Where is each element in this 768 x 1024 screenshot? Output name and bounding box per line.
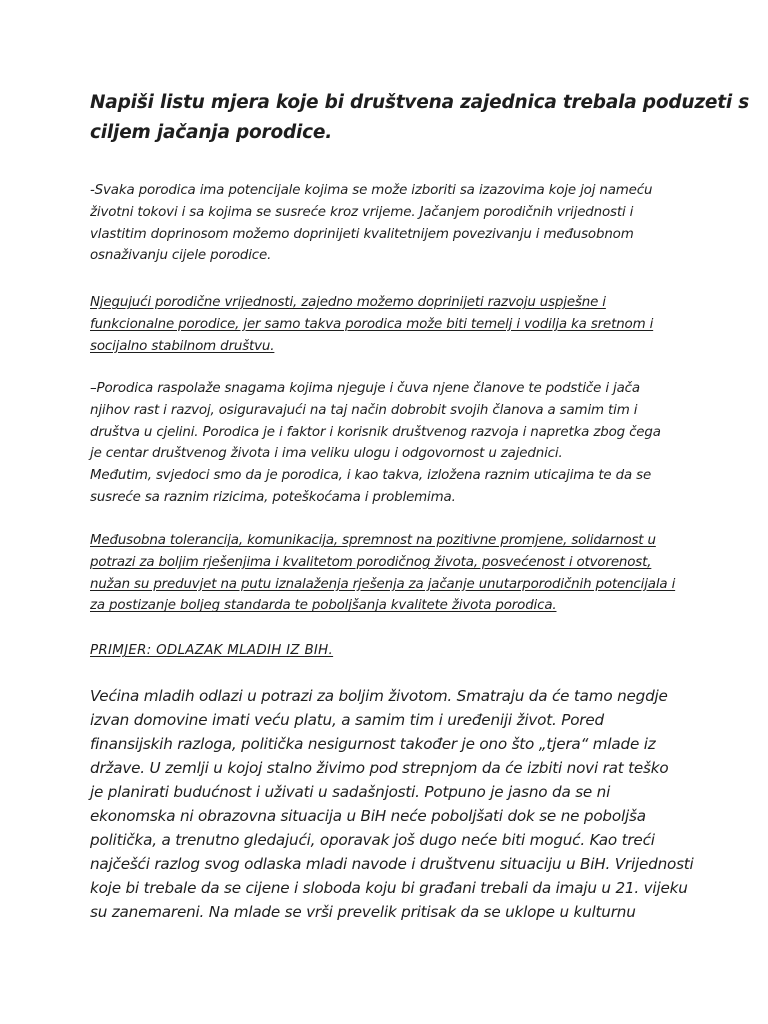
paragraph-line: funkcionalne porodice, jer samo takva porodica može biti temelj i vodilja ka sretnom i xyxy=(90,316,654,332)
paragraph-3 xyxy=(90,378,690,509)
paragraph-line: ekonomska ni obrazovna situacija u BiH neće poboljšati dok se ne poboljša xyxy=(90,807,646,825)
paragraph-line: je centar društvenog života i ima veliku ulogu i odgovornost u zajednici. xyxy=(90,446,563,462)
paragraph-line: –Porodica raspolaže snagama kojima njeguje i čuva njene članove te podstiče i jača xyxy=(90,381,640,396)
paragraph-line: osnaživanju cijele porodice. xyxy=(90,248,272,264)
paragraph-line: -Svaka porodica ima potencijale kojima se može izboriti sa izazovima koje joj nameću xyxy=(90,183,653,198)
paragraph-line: Većina mladih odlazi u potrazi za boljim životom. Smatraju da će tamo negdje xyxy=(90,687,668,705)
paragraph-5 xyxy=(90,684,694,924)
paragraph-line: vlastitim doprinosom možemo doprinijeti kvalitetnijem povezivanju i međusobnom xyxy=(90,226,634,242)
paragraph-line: za postizanje boljeg standarda te poboljšanja kvalitete života porodica. xyxy=(90,598,557,614)
paragraph-line: Njegujući porodične vrijednosti, zajedno možemo doprinijeti razvoju uspješne i xyxy=(90,295,606,310)
paragraph-line: Međutim, svjedoci smo da je porodica, i kao takva, izložena raznim uticajima te da se xyxy=(90,468,652,484)
paragraph-line: njihov rast i razvoj, osiguravajući na taj način dobrobit svojih članova a samim tim i xyxy=(90,402,638,418)
paragraph-line: susreće sa raznim rizicima, poteškoćama i problemima. xyxy=(90,489,456,505)
paragraph-line: države. U zemlji u kojoj stalno živimo pod strepnjom da će izbiti novi rat teško xyxy=(90,759,669,777)
paragraph-line: izvan domovine imati veću platu, a samim tim i uređeniji život. Pored xyxy=(90,711,604,729)
paragraph-2-underlined xyxy=(90,292,690,357)
paragraph-line: nužan su preduvjet na putu iznalaženja rješenja za jačanje unutarporodičnih potencijala i xyxy=(90,576,676,592)
paragraph-line: potrazi za boljim rješenjima i kvalitetom porodičnog života, posvećenost i otvorenost, xyxy=(90,554,652,570)
paragraph-line: životni tokovi i sa kojima se susreće kroz vrijeme. Jačanjem porodičnih vrijednosti i xyxy=(90,204,634,220)
paragraph-line: politička, a trenutno gledajući, oporavak još dugo neće biti moguć. Kao treći xyxy=(90,831,655,849)
paragraph-line: Međusobna tolerancija, komunikacija, spremnost na pozitivne promjene, solidarnost u xyxy=(90,533,656,548)
paragraph-line: je planirati budućnost i uživati u sadašnjosti. Potpuno je jasno da se ni xyxy=(90,783,611,801)
paragraph-line: najčešći razlog svog odlaska mladi navode i društvenu situaciju u BiH. Vrijednosti xyxy=(90,855,694,873)
paragraph-1 xyxy=(90,180,690,267)
paragraph-4-underlined xyxy=(90,530,690,617)
section-heading: PRIMJER: ODLAZAK MLADIH IZ BIH. xyxy=(90,643,334,658)
paragraph-line: koje bi trebale da se cijene i sloboda koju bi građani trebali da imaju u 21. vijeku xyxy=(90,879,688,897)
title-line: ciljem jačanja porodice. xyxy=(90,122,333,143)
title-line: Napiši listu mjera koje bi društvena zajednica trebala poduzeti s xyxy=(90,92,750,113)
paragraph-line: socijalno stabilnom društvu. xyxy=(90,338,275,354)
document-title xyxy=(90,88,750,148)
paragraph-line: su zanemareni. Na mlade se vrši prevelik pritisak da se uklope u kulturnu xyxy=(90,903,636,921)
paragraph-line: finansijskih razloga, politička nesigurnost također je ono što „tjera“ mlade iz xyxy=(90,735,656,753)
paragraph-line: društva u cjelini. Porodica je i faktor i korisnik društvenog razvoja i napretka zbog čega xyxy=(90,424,661,440)
